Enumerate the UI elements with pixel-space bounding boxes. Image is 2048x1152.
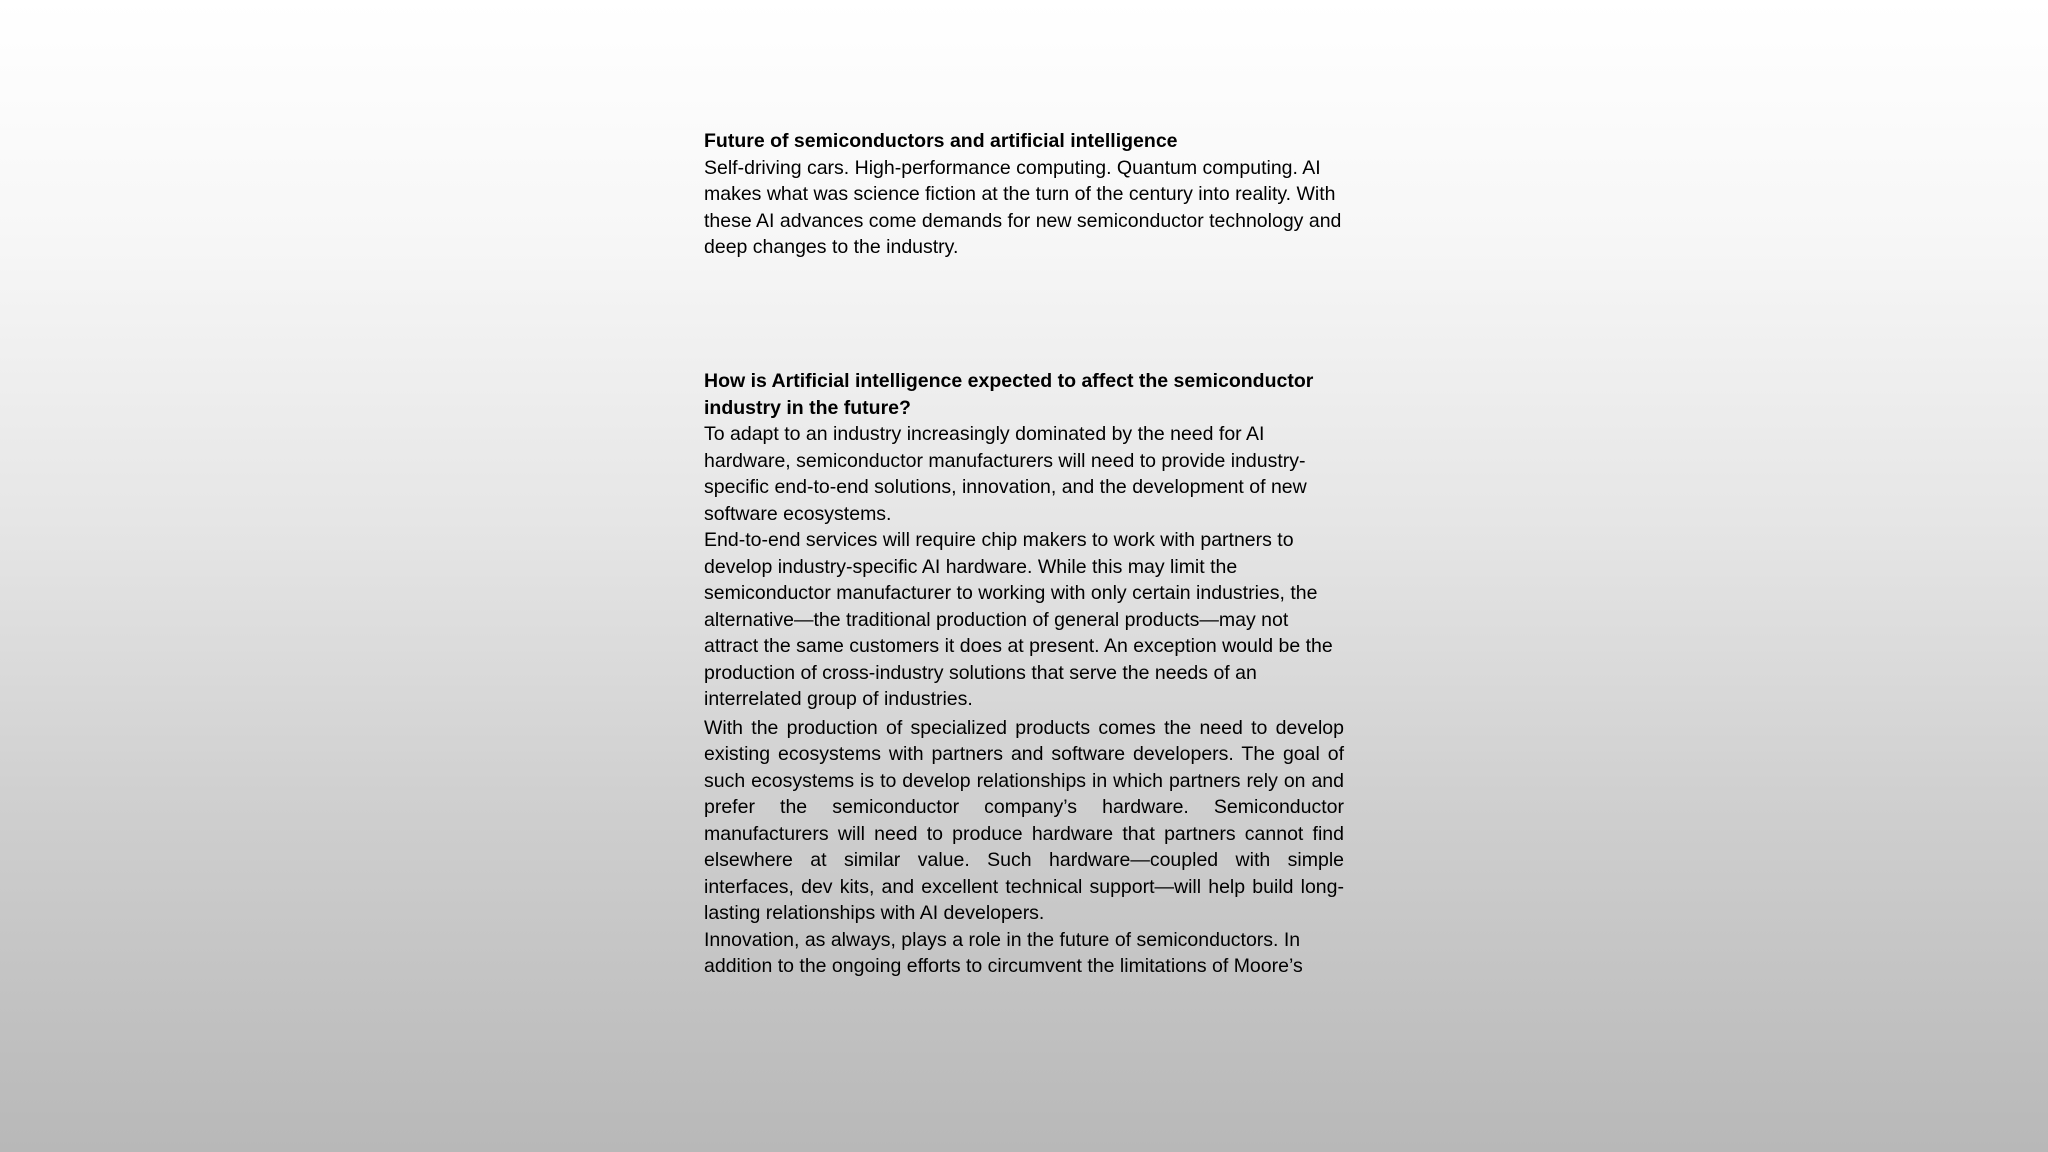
- section-heading: How is Artificial intelligence expected to affect the semiconductor industry in the future?: [704, 370, 1314, 419]
- ai-impact-section: [704, 368, 1344, 980]
- intro-section: [704, 128, 1344, 261]
- section-heading: Future of semiconductors and artificial intelligence: [704, 130, 1178, 152]
- intro-paragraph: Self-driving cars. High-performance computing. Quantum computing. AI makes what was science fiction at the turn of the century into reality. With these AI advances come demands for new semiconductor technology and deep changes to the industry.: [704, 156, 1342, 258]
- ecosystems-paragraph: With the production of specialized products comes the need to develop existing ecosystems with partners and software developers. The goal of such ecosystems is to develop relationships in which partners rely on and prefer the semiconductor company’s hardware. Semiconductor manufacturers will need to produce hardware that partners cannot find elsewhere at similar value. Such hardware—coupled with simple interfaces, dev kits, and excellent technical support—will help build long-lasting relationships with AI developers.: [704, 716, 1344, 924]
- end-to-end-paragraph: End-to-end services will require chip makers to work with partners to develop industry-specific AI hardware. While this may limit the semiconductor manufacturer to working with only certain industries, the alternative—the traditional production of general products—may not attract the same customers it does at present. An exception would be the production of cross-industry solutions that serve the needs of an interrelated group of industries.: [704, 529, 1333, 710]
- innovation-paragraph: Innovation, as always, plays a role in the future of semiconductors. In addition to the ongoing efforts to circumvent the limitations of Moore’s: [704, 928, 1303, 977]
- adapt-paragraph: To adapt to an industry increasingly dominated by the need for AI hardware, semiconductor manufacturers will need to provide industry-specific end-to-end solutions, innovation, and the development of new software ecosystems.: [704, 423, 1307, 525]
